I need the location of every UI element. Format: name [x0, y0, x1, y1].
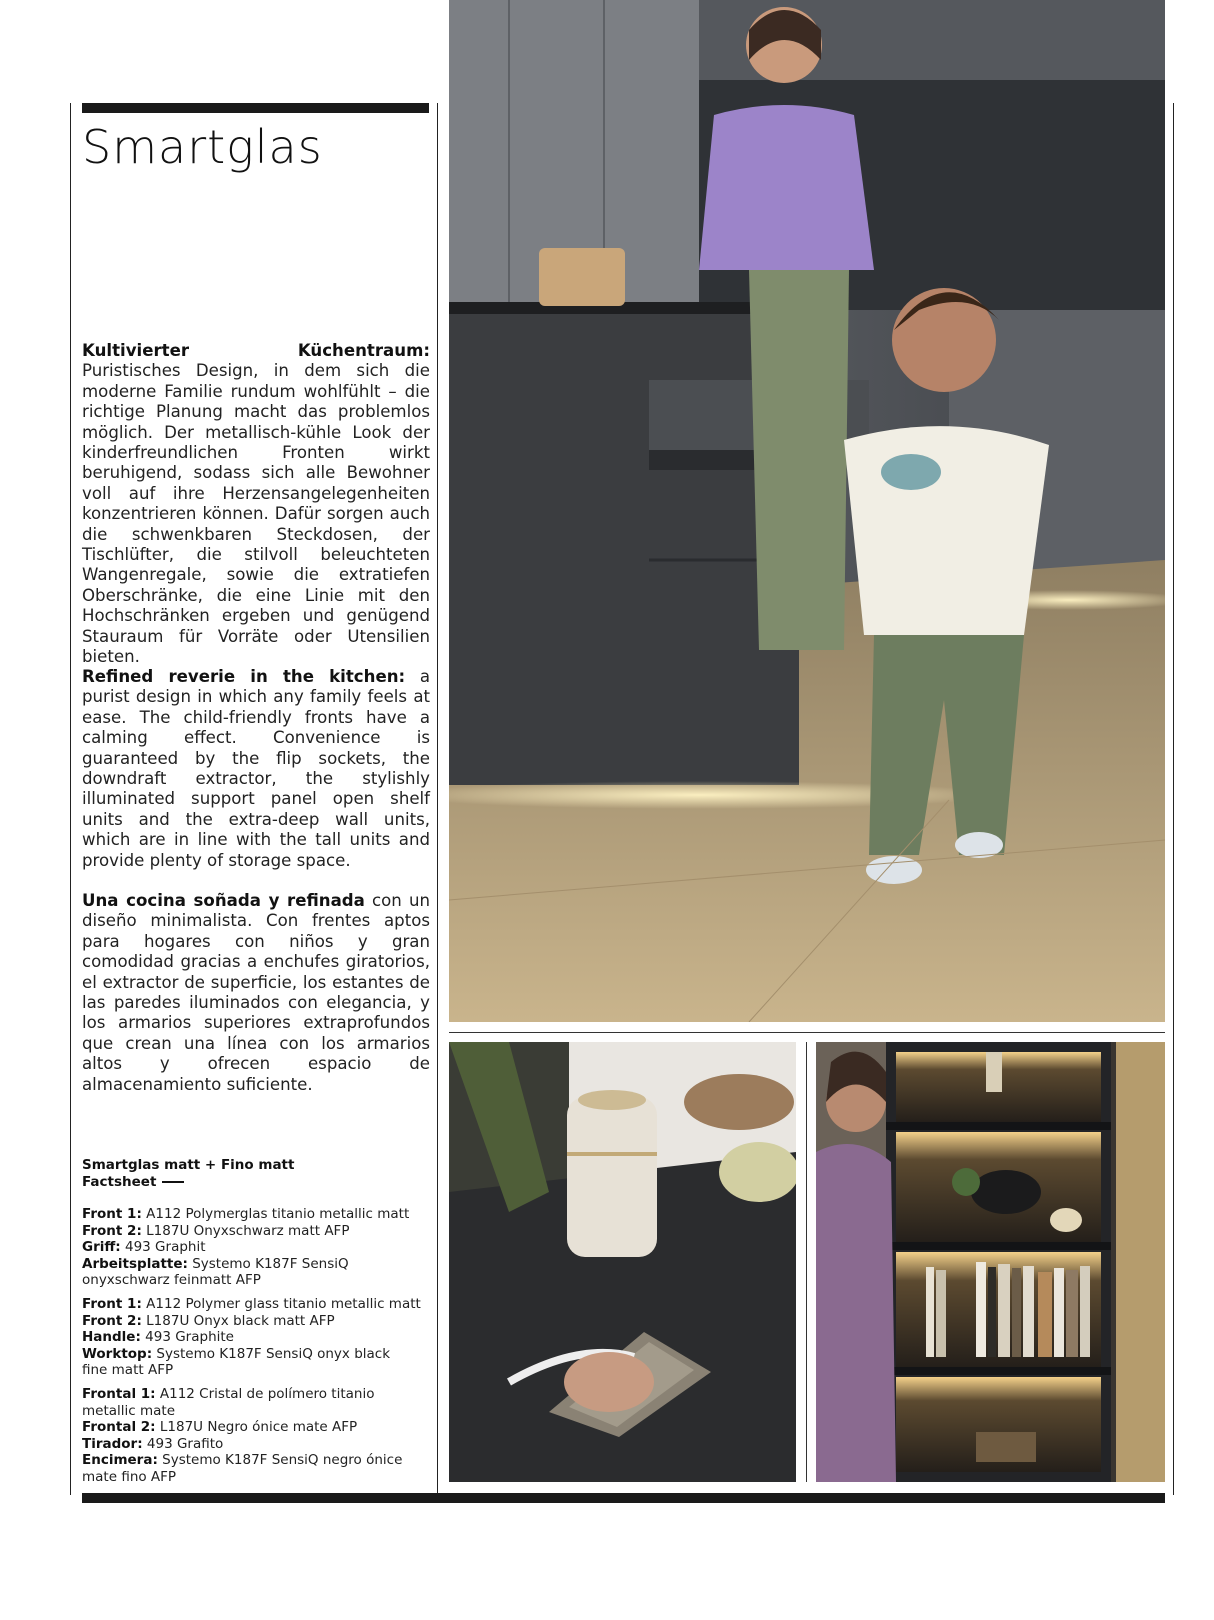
paragraph-german-lead: Kultivierter Küchentraum:	[82, 341, 430, 360]
paragraph-spanish-lead: Una cocina soñada y refinada	[82, 891, 365, 910]
spec-value: A112 Polymer glass titanio metallic matt	[141, 1296, 421, 1312]
spec-line	[82, 1256, 372, 1289]
kettle-socket-photo	[449, 1042, 796, 1482]
factsheet-heading: Smartglas matt + Fino matt	[82, 1157, 295, 1173]
lower-photo-divider	[806, 1042, 807, 1482]
spec-label: Front 1:	[82, 1296, 142, 1312]
right-frame-line	[1173, 103, 1174, 1495]
spec-line	[82, 1239, 442, 1256]
top-rule	[82, 103, 429, 113]
paragraph-german	[82, 341, 430, 668]
spec-value: L187U Negro ónice mate AFP	[155, 1419, 358, 1436]
spec-label: Handle:	[82, 1329, 141, 1346]
spec-line	[82, 1313, 442, 1330]
spec-value: 493 Graphit	[120, 1239, 206, 1256]
bottom-rule	[82, 1493, 1165, 1503]
spec-line	[82, 1419, 442, 1436]
spec-line	[82, 1329, 442, 1346]
spec-value: A112 Cristal de polímero titanio metallic mate	[82, 1386, 375, 1419]
paragraph-spanish-text: con un diseño minimalista. Con frentes aptos para hogares con niños y gran comodidad gracias a enchufes giratorios, el extractor de superficie, los estantes de las paredes iluminados con elegancia, y los armarios superiores extraprofundos que crean una línea con los armarios altos y ofrecen espacio de almacenamiento suficiente.	[82, 891, 430, 1094]
spec-value: Systemo K187F SensiQ onyxschwarz feinmatt AFP	[82, 1255, 349, 1289]
spec-label: Frontal 2:	[82, 1419, 156, 1436]
spec-value: L187U Onyxschwarz matt AFP	[141, 1222, 350, 1239]
spec-block-english	[82, 1296, 442, 1379]
page-title: Smartglas	[82, 120, 323, 174]
spec-value: Systemo K187F SensiQ negro ónice mate fino AFP	[82, 1452, 403, 1485]
spec-label: Griff:	[82, 1239, 121, 1256]
photo-separator-line	[449, 1032, 1165, 1033]
spec-line	[82, 1223, 442, 1240]
factsheet-dash	[162, 1181, 184, 1183]
spec-label: Arbeitsplatte:	[82, 1255, 188, 1272]
factsheet-subheading-row	[82, 1174, 294, 1191]
spec-label: Frontal 1:	[82, 1386, 156, 1402]
spec-label: Worktop:	[82, 1345, 153, 1362]
spec-line	[82, 1206, 442, 1223]
spec-block-spanish	[82, 1386, 442, 1486]
spec-label: Tirador:	[82, 1435, 143, 1452]
factsheet-header	[82, 1157, 294, 1191]
spec-value: L187U Onyx black matt AFP	[141, 1312, 335, 1329]
spec-value: 493 Grafito	[142, 1435, 224, 1452]
paragraph-english	[82, 667, 430, 871]
spec-value: A112 Polymerglas titanio metallic matt	[141, 1206, 410, 1222]
illuminated-shelf-photo	[816, 1042, 1165, 1482]
spec-line	[82, 1386, 392, 1419]
paragraph-spanish	[82, 891, 430, 1095]
paragraph-english-lead: Refined reverie in the kitchen:	[82, 667, 406, 686]
spec-line	[82, 1346, 412, 1379]
spec-line	[82, 1296, 442, 1313]
left-frame-line	[70, 103, 71, 1495]
kitchen-main-photo	[449, 0, 1165, 1022]
spec-block-german	[82, 1206, 442, 1289]
spec-label: Encimera:	[82, 1452, 158, 1469]
paragraph-english-text: a purist design in which any family feels at ease. The child-friendly fronts have a calming effect. Convenience is guaranteed by the flip sockets, the downdraft extractor, the stylishly illuminated support panel open shelf units and the extra-deep wall units, which are in line with the tall units and provide plenty of storage space.	[82, 667, 431, 870]
spec-label: Front 1:	[82, 1206, 142, 1222]
spec-value: 493 Graphite	[140, 1329, 234, 1346]
spec-line	[82, 1436, 442, 1453]
spec-value: Systemo K187F SensiQ onyx black fine matt AFP	[82, 1345, 391, 1379]
spec-label: Front 2:	[82, 1312, 142, 1329]
spec-line	[82, 1452, 422, 1485]
factsheet-subheading: Factsheet	[82, 1174, 157, 1190]
spec-label: Front 2:	[82, 1222, 142, 1239]
paragraph-german-text: Puristisches Design, in dem sich die moderne Familie rundum wohlfühlt – die richtige Planung macht das problemlos möglich. Der metallisch-kühle Look der kinderfreundlichen Fronten wirkt beruhigend, sodass sich alle Bewohner voll auf ihre Herzensangelegenheiten konzentrieren können. Dafür sorgen auch die schwenkbaren Steckdosen, der Tischlüfter, die stilvoll beleuchteten Wangenregale, sowie die extratiefen Oberschränke, die eine Linie mit den Hochschränken ergeben und genügend Stauraum für Vorräte oder Utensilien bieten.	[82, 361, 430, 667]
